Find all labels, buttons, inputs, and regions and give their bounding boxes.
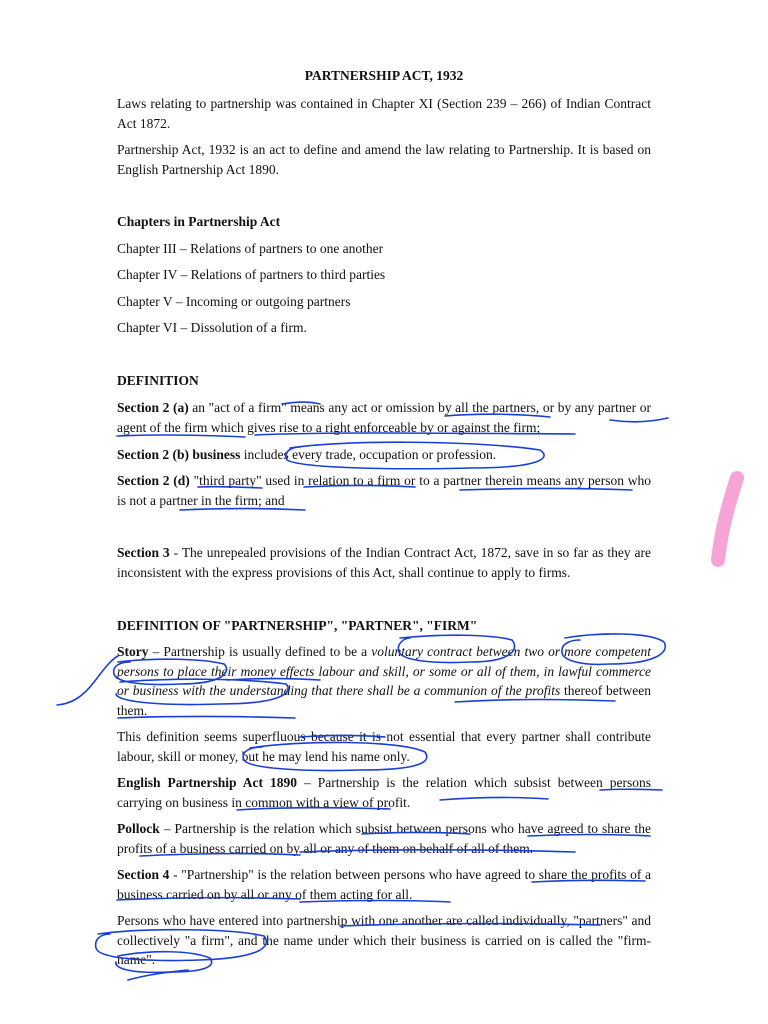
chapter-item: Chapter III – Relations of partners to one another (117, 241, 384, 256)
english-act-text: – Partnership is the relation which subsist between persons carrying on business in common with a view of profit. (117, 775, 651, 810)
pollock-paragraph (117, 819, 651, 858)
section-2d-text: "third party" used in relation to a firm or to a partner therein means any person who is not a partner in the firm; and (117, 473, 652, 508)
superfluous-paragraph: This definition seems superfluous because it is not essential that every partner shall contribute labour, skill or money, but he may lend his name only. (117, 729, 651, 764)
section-2a-text: an "act of a firm" means any act or omission by all the partners, or by any partner or agent of the firm which gives rise to a right enforceable by or against the firm; (117, 400, 651, 435)
section-2d-paragraph (117, 471, 651, 510)
english-act-label: English Partnership Act 1890 (117, 775, 298, 790)
intro-paragraph-2: Partnership Act, 1932 is an act to define and amend the law relating to Partnership. It is based on English Partnership Act 1890. (117, 142, 651, 177)
intro-paragraph-1: Laws relating to partnership was contained in Chapter XI (Section 239 – 266) of Indian Contract Act 1872. (117, 96, 651, 131)
story-post: thereof between them. (117, 683, 651, 718)
chapters-heading: Chapters in Partnership Act (117, 214, 281, 229)
highlighter-stroke (718, 478, 737, 560)
section-3-text: - The unrepealed provisions of the Indian Contract Act, 1872, save in so far as they are inconsistent with the express provisions of this Act, shall continue to apply to firms. (117, 545, 651, 580)
story-italic: voluntary contract between two or more competent persons to place their money effects labour and skill, or some or all of them, in lawful commerce or business with the understanding that there shall be a communion of the profits (117, 644, 651, 698)
section-2b-paragraph (117, 445, 651, 465)
document-title: PARTNERSHIP ACT, 1932 (304, 68, 464, 83)
story-pre: – Partnership is usually defined to be a (148, 644, 372, 659)
chapter-item: Chapter VI – Dissolution of a firm. (117, 320, 307, 335)
section-3-paragraph (117, 543, 651, 582)
definition-heading: DEFINITION (117, 373, 199, 388)
section-4-paragraph (117, 865, 651, 904)
section-2a-label: Section 2 (a) (117, 400, 189, 415)
section-4-label: Section 4 (117, 867, 170, 882)
section-3-label: Section 3 (117, 545, 170, 560)
pen-underline (128, 970, 188, 980)
pen-arrow (57, 656, 118, 705)
english-act-paragraph (117, 773, 651, 812)
section-2b-text: includes every trade, occupation or profession. (240, 447, 497, 462)
chapter-item: Chapter V – Incoming or outgoing partners (117, 294, 351, 309)
section-2b-label: Section 2 (b) business (117, 447, 241, 462)
definition-of-partnership-heading: DEFINITION OF "PARTNERSHIP", "PARTNER", "FIRM" (117, 618, 478, 633)
story-paragraph (117, 642, 651, 720)
chapter-item: Chapter IV – Relations of partners to third parties (117, 267, 386, 282)
persons-paragraph: Persons who have entered into partnership with one another are called individually, "partners" and collectively "a firm", and the name under which their business is carried on is called the "firm-name". (117, 913, 651, 967)
section-2a-paragraph (117, 398, 651, 437)
story-label: Story (117, 644, 149, 659)
section-2d-label: Section 2 (d) (117, 473, 190, 488)
pollock-text: – Partnership is the relation which subsist between persons who have agreed to share the profits of a business carried on by all or any of them on behalf of all of them. (117, 821, 651, 856)
pollock-label: Pollock (117, 821, 160, 836)
section-4-text: - "Partnership" is the relation between persons who have agreed to share the profits of a business carried on by all or any of them acting for all. (117, 867, 651, 902)
